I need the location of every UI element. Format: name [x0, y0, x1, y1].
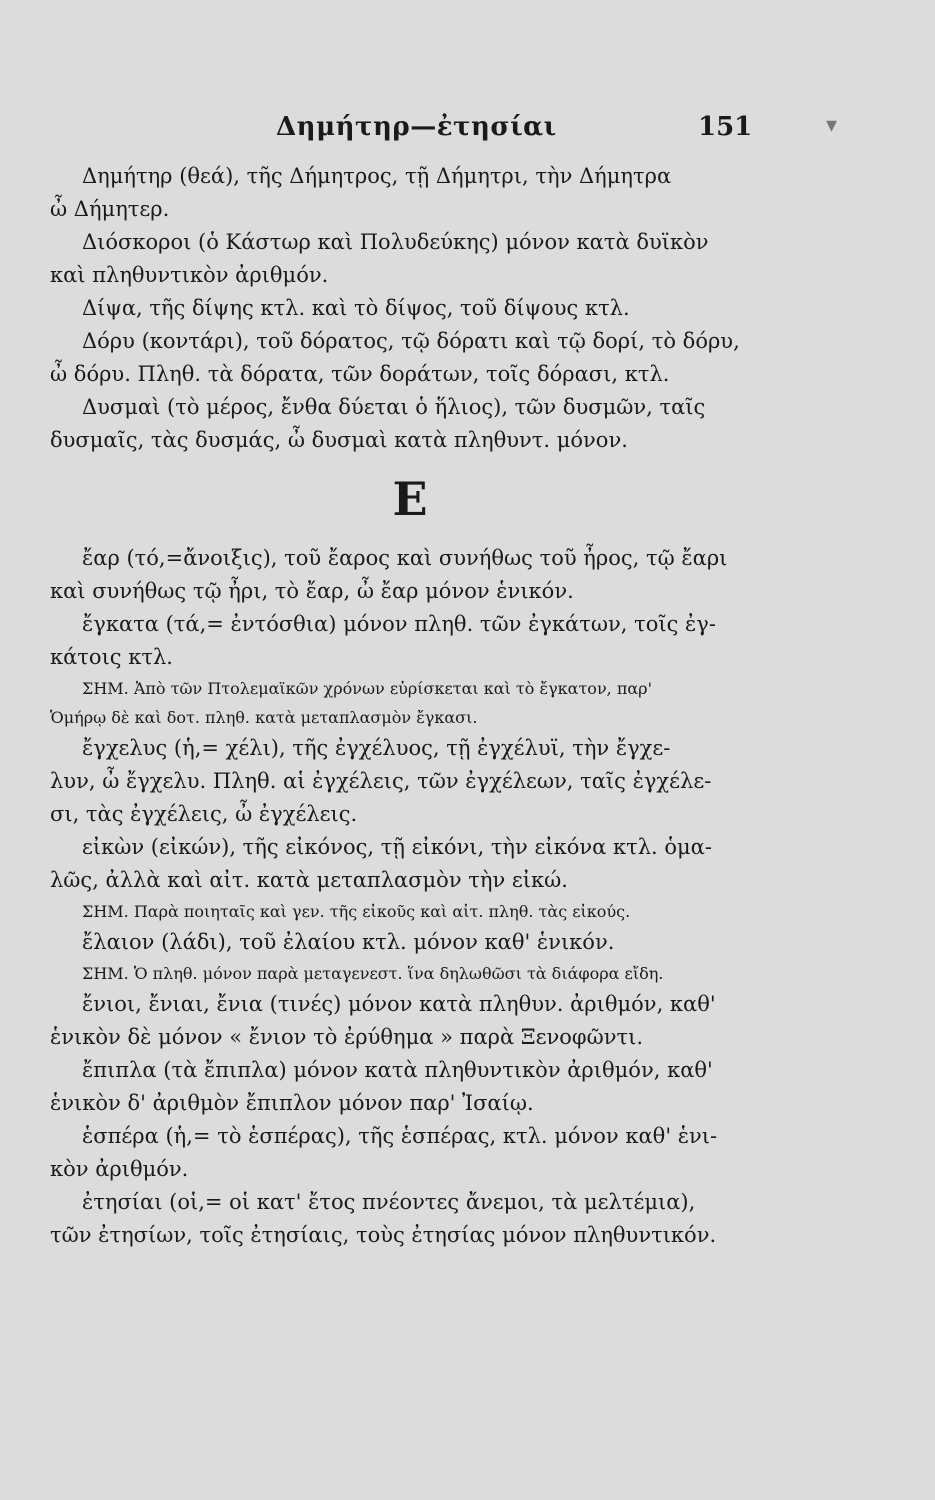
text-line: ἔπιπλα (τὰ ἔπιπλα) μόνον κατὰ πληθυντικὸν ἀριθμόν, καθ' [82, 1058, 713, 1082]
text-line: εἰκὼν (εἰκών), τῆς εἰκόνος, τῇ εἰκόνι, τὴν εἰκόνα κτλ. ὁμα- [82, 835, 712, 859]
text-line: κάτοις κτλ. [50, 645, 173, 669]
dictionary-text [50, 160, 772, 1252]
text-line: καὶ πληθυντικὸν ἀριθμόν. [50, 263, 329, 287]
text-line: ἑνικὸν δ' ἀριθμὸν ἔπιπλον μόνον παρ' Ἰσαίῳ. [50, 1091, 534, 1115]
section-letter: Ε [392, 472, 430, 526]
text-line: ἑσπέρα (ἡ,= τὸ ἑσπέρας), τῆς ἑσπέρας, κτλ. μόνον καθ' ἑνι- [82, 1124, 718, 1148]
entries-d [50, 160, 772, 457]
text-line: ἔαρ (τό,=ἄνοιξις), τοῦ ἔαρος καὶ συνήθως τοῦ ἦρος, τῷ ἔαρι [82, 546, 728, 570]
text-line: ἔγχελυς (ἡ,= χέλι), τῆς ἐγχέλυος, τῇ ἐγχέλυϊ, τὴν ἔγχε- [82, 736, 671, 760]
text-line: Δυσμαὶ (τὸ μέρος, ἔνθα δύεται ὁ ἥλιος), τῶν δυσμῶν, ταῖς [82, 395, 706, 419]
text-line: τῶν ἐτησίων, τοῖς ἐτησίαις, τοὺς ἐτησίας μόνον πληθυντικόν. [50, 1223, 717, 1247]
text-line: Ὁμήρῳ δὲ καὶ δοτ. πληθ. κατὰ μεταπλασμὸν ἔγκασι. [50, 708, 478, 727]
running-head [0, 112, 935, 152]
text-line: ΣΗΜ. Παρὰ ποιηταῖς καὶ γεν. τῆς εἰκοῦς καὶ αἰτ. πληθ. τὰς εἰκούς. [82, 902, 631, 921]
text-line: ἔλαιον (λάδι), τοῦ ἐλαίου κτλ. μόνον καθ' ἑνικόν. [82, 930, 615, 954]
text-line: κὸν ἀριθμόν. [50, 1157, 189, 1181]
text-line: ΣΗΜ. Ἀπὸ τῶν Πτολεμαϊκῶν χρόνων εὑρίσκεται καὶ τὸ ἔγκατον, παρ' [82, 679, 652, 698]
running-head-title: Δημήτηρ—ἐτησίαι [276, 112, 557, 142]
text-line: Δημήτηρ (θεά), τῆς Δήμητρος, τῇ Δήμητρι, τὴν Δήμητρα [82, 164, 672, 188]
text-line: ΣΗΜ. Ὁ πληθ. μόνον παρὰ μεταγενεστ. ἵνα δηλωθῶσι τὰ διάφορα εἴδη. [82, 964, 664, 983]
text-line: καὶ συνήθως τῷ ἦρι, τὸ ἔαρ, ὦ ἔαρ μόνον ἑνικόν. [50, 579, 574, 603]
text-line: ἑνικὸν δὲ μόνον « ἔνιον τὸ ἐρύθημα » παρὰ Ξενοφῶντι. [50, 1025, 644, 1049]
text-line: δυσμαῖς, τὰς δυσμάς, ὦ δυσμαὶ κατὰ πληθυντ. μόνον. [50, 428, 628, 452]
text-line: ἔνιοι, ἔνιαι, ἔνια (τινές) μόνον κατὰ πληθυν. ἀριθμόν, καθ' [82, 992, 716, 1016]
margin-mark-icon: ▾ [826, 113, 838, 138]
text-line: Διόσκοροι (ὁ Κάστωρ καὶ Πολυδεύκης) μόνον κατὰ δυϊκὸν [82, 230, 709, 254]
page-number: 151 [698, 112, 753, 142]
text-line: Δίψα, τῆς δίψης κτλ. καὶ τὸ δίψος, τοῦ δίψους κτλ. [82, 296, 630, 320]
text-line: ἔγκατα (τά,= ἐντόσθια) μόνον πληθ. τῶν ἐγκάτων, τοῖς ἐγ- [82, 612, 716, 636]
text-line: σι, τὰς ἐγχέλεις, ὦ ἐγχέλεις. [50, 802, 358, 826]
entries-e [50, 542, 772, 1252]
text-line: λῶς, ἀλλὰ καὶ αἰτ. κατὰ μεταπλασμὸν τὴν εἰκώ. [50, 868, 568, 892]
text-line: ὦ Δήμητερ. [50, 197, 170, 221]
text-line: λυν, ὦ ἔγχελυ. Πληθ. αἱ ἐγχέλεις, τῶν ἐγχέλεων, ταῖς ἐγχέλε- [50, 769, 712, 793]
text-line: ὦ δόρυ. Πληθ. τὰ δόρατα, τῶν δοράτων, τοῖς δόρασι, κτλ. [50, 362, 670, 386]
text-line: ἐτησίαι (οἱ,= οἱ κατ' ἔτος πνέοντες ἄνεμοι, τὰ μελτέμια), [82, 1190, 696, 1214]
text-line: Δόρυ (κοντάρι), τοῦ δόρατος, τῷ δόρατι καὶ τῷ δορί, τὸ δόρυ, [82, 329, 740, 353]
